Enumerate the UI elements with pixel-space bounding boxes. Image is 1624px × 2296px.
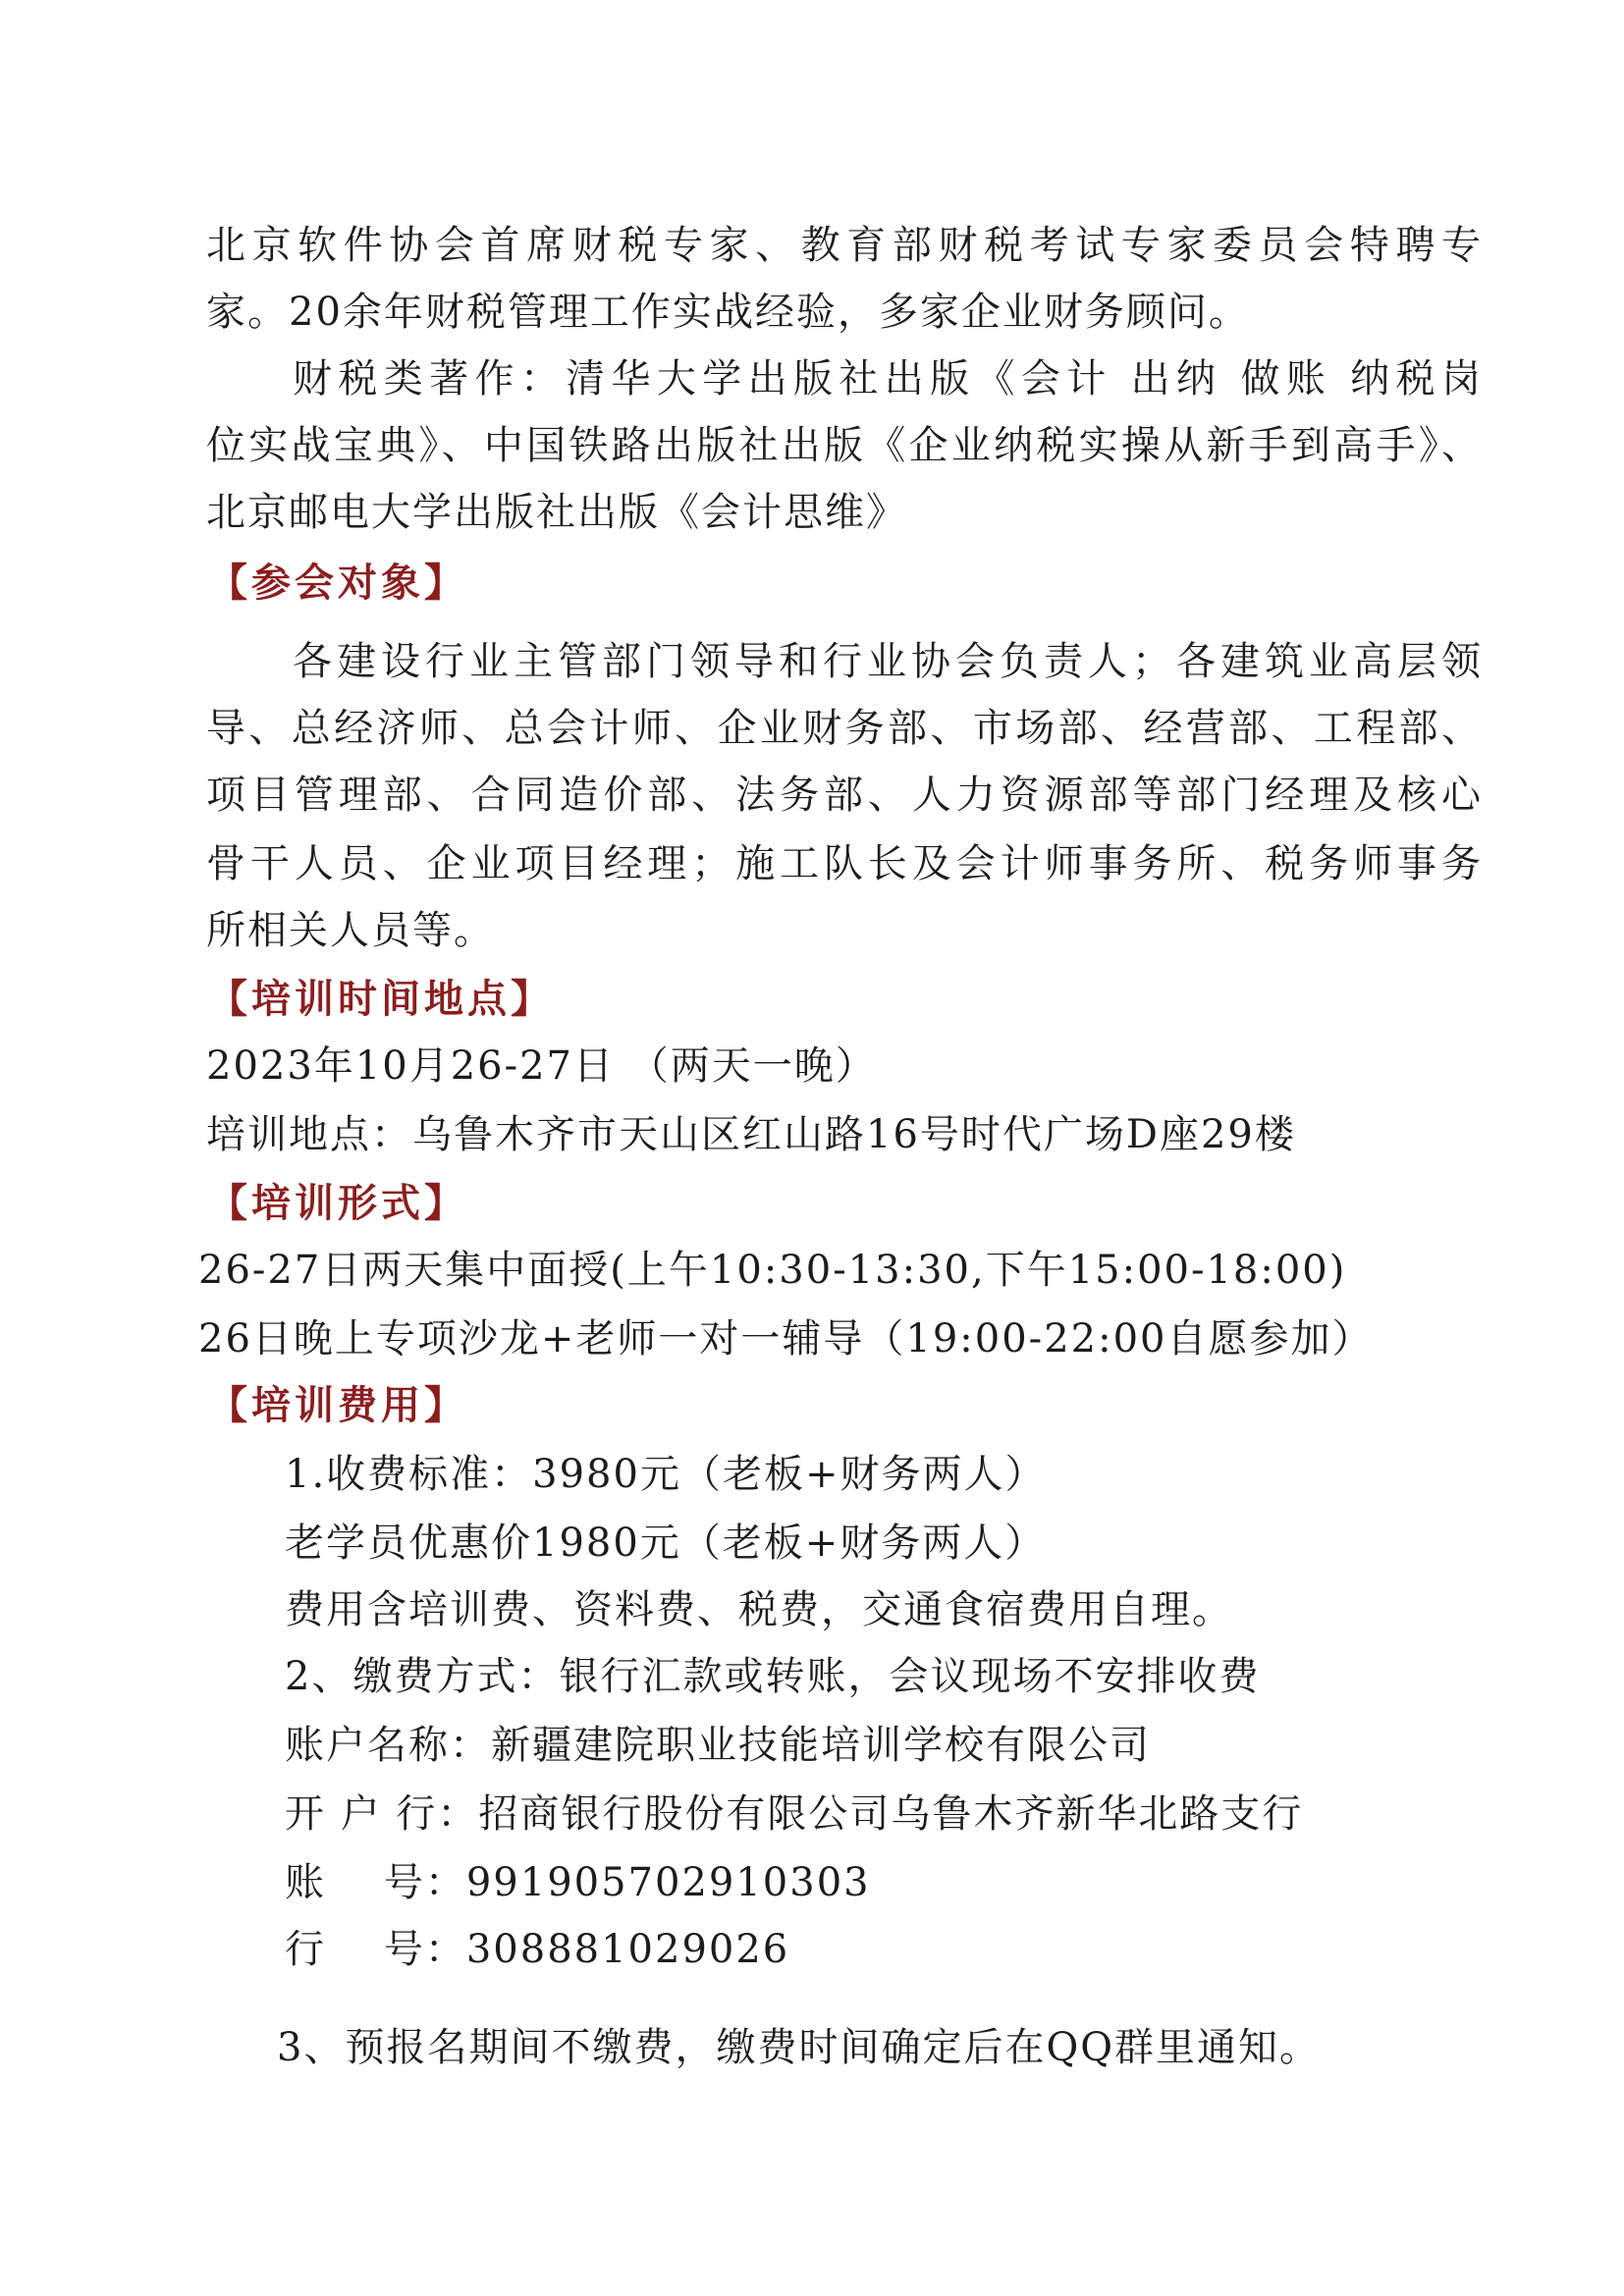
- audience-line-2: 导、总经济师、总会计师、企业财务部、市场部、经营部、工程部、: [206, 706, 1483, 751]
- intro-line-3: 财税类著作：清华大学出版社出版《会计 出纳 做账 纳税岗: [293, 356, 1483, 401]
- payment-notice: 3、预报名期间不缴费，缴费时间确定后在QQ群里通知。: [277, 2025, 1322, 2070]
- fee-standard: 1.收费标准：3980元（老板+财务两人）: [285, 1452, 1047, 1497]
- account-number: 账 号：991905702910303: [285, 1860, 871, 1905]
- bank-code: 行 号：308881029026: [285, 1927, 790, 1972]
- training-date: 2023年10月26-27日 （两天一晚）: [206, 1043, 877, 1089]
- intro-line-4: 位实战宝典》、中国铁路出版社出版《企业纳税实操从新手到高手》、: [206, 423, 1483, 468]
- intro-line-1: 北京软件协会首席财税专家、教育部财税考试专家委员会特聘专: [206, 223, 1483, 268]
- audience-line-5: 所相关人员等。: [206, 908, 495, 953]
- audience-line-4: 骨干人员、企业项目经理；施工队长及会计师事务所、税务师事务: [206, 841, 1483, 886]
- audience-line-1: 各建设行业主管部门领导和行业协会负责人；各建筑业高层领: [293, 639, 1483, 684]
- time-place-heading: 【培训时间地点】: [208, 977, 554, 1022]
- intro-line-2: 家。20余年财税管理工作实战经验，多家企业财务顾问。: [206, 290, 1250, 335]
- payment-method: 2、缴费方式：银行汇款或转账，会议现场不安排收费: [285, 1654, 1261, 1699]
- intro-line-5: 北京邮电大学出版社出版《会计思维》: [206, 490, 907, 535]
- audience-heading: 【参会对象】: [208, 561, 467, 606]
- fee-includes: 费用含培训费、资料费、税费，交通食宿费用自理。: [285, 1587, 1233, 1632]
- format-line-2: 26日晚上专项沙龙+老师一对一辅导（19:00-22:00自愿参加）: [198, 1316, 1374, 1362]
- format-heading: 【培训形式】: [208, 1181, 467, 1226]
- fees-heading: 【培训费用】: [208, 1383, 467, 1428]
- format-line-1: 26-27日两天集中面授(上午10:30-13:30,下午15:00-18:00): [198, 1248, 1347, 1293]
- training-location: 培训地点：乌鲁木齐市天山区红山路16号时代广场D座29楼: [206, 1112, 1296, 1157]
- account-bank: 开 户 行：招商银行股份有限公司乌鲁木齐新华北路支行: [285, 1791, 1304, 1837]
- fee-returning-price: 老学员优惠价1980元（老板+财务两人）: [285, 1521, 1047, 1566]
- audience-line-3: 项目管理部、合同造价部、法务部、人力资源部等部门经理及核心: [206, 773, 1483, 818]
- account-name: 账户名称：新疆建院职业技能培训学校有限公司: [285, 1723, 1151, 1768]
